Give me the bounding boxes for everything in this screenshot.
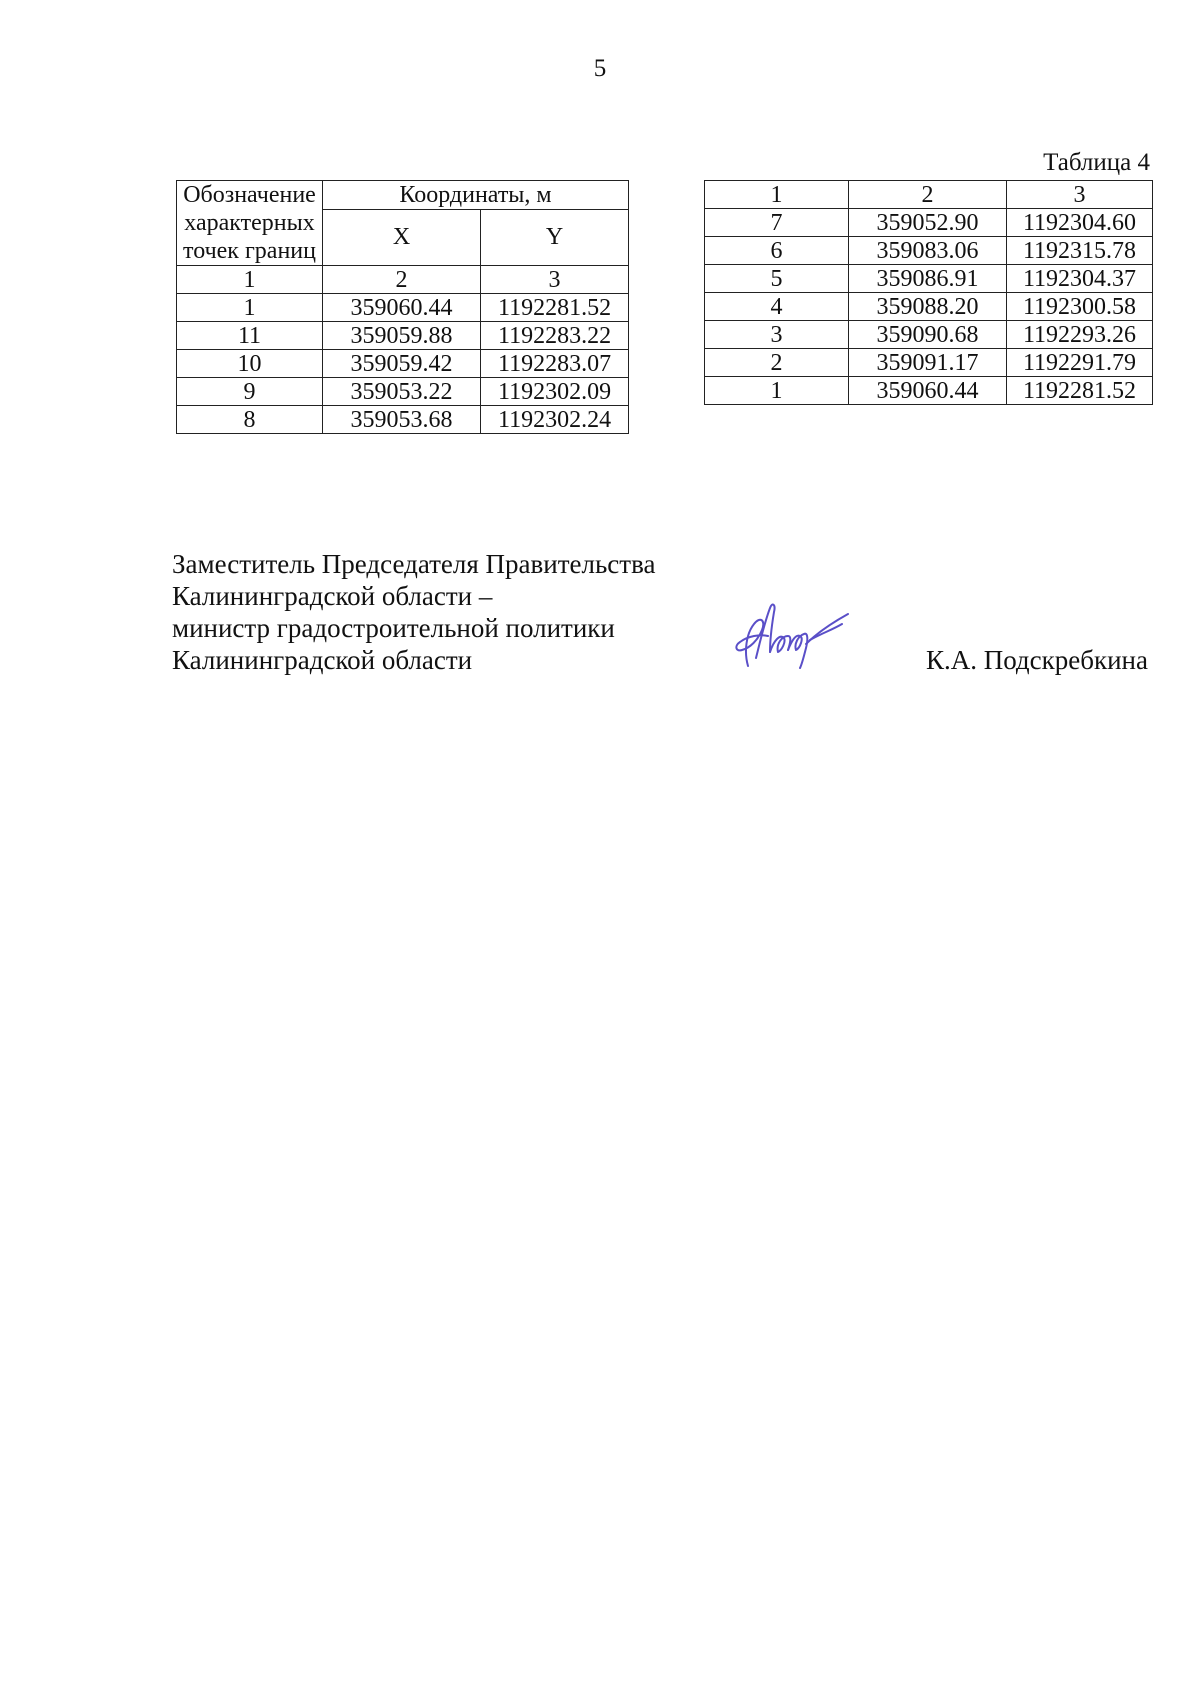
y-coordinate-cell: 1192291.79 [1007,349,1153,377]
designation-header: Обозначение характерных точек границ [177,181,323,266]
page-number: 5 [593,55,607,82]
x-header: X [323,209,481,265]
column-number-row [177,266,629,294]
y-coordinate-cell: 1192302.24 [481,406,629,434]
x-coordinate-cell: 359053.22 [323,378,481,406]
point-cell: 4 [705,293,849,321]
point-cell: 6 [705,237,849,265]
coordinates-table-left [176,180,629,434]
x-coordinate-cell: 359053.68 [323,406,481,434]
x-coordinate-cell: 359059.88 [323,322,481,350]
column-number-row [705,181,1153,209]
point-cell: 7 [705,209,849,237]
point-cell: 2 [705,349,849,377]
signatory-position [172,548,655,676]
x-coordinate-cell: 359091.17 [849,349,1007,377]
y-coordinate-cell: 1192293.26 [1007,321,1153,349]
column-number-3: 3 [1007,181,1153,209]
column-number-2: 2 [849,181,1007,209]
coordinates-table-right [704,180,1153,405]
y-coordinate-cell: 1192304.60 [1007,209,1153,237]
table-row [177,350,629,378]
table-row [705,321,1153,349]
column-number-3: 3 [481,266,629,294]
x-coordinate-cell: 359052.90 [849,209,1007,237]
y-coordinate-cell: 1192315.78 [1007,237,1153,265]
position-line: Заместитель Председателя Правительства [172,549,656,579]
table-row [177,294,629,322]
y-header: Y [481,209,629,265]
column-number-1: 1 [705,181,849,209]
position-line: министр градостроительной политики [172,613,615,643]
point-cell: 5 [705,265,849,293]
table-row [705,209,1153,237]
y-coordinate-cell: 1192300.58 [1007,293,1153,321]
signatory-name: К.А. Подскребкина [925,645,1148,675]
y-coordinate-cell: 1192281.52 [481,294,629,322]
y-coordinate-cell: 1192281.52 [1007,377,1153,405]
table-row [705,293,1153,321]
handwritten-signature [726,594,856,674]
x-coordinate-cell: 359083.06 [849,237,1007,265]
x-coordinate-cell: 359086.91 [849,265,1007,293]
point-cell: 1 [705,377,849,405]
column-number-1: 1 [177,266,323,294]
point-cell: 11 [177,322,323,350]
x-coordinate-cell: 359088.20 [849,293,1007,321]
x-coordinate-cell: 359060.44 [323,294,481,322]
point-cell: 9 [177,378,323,406]
y-coordinate-cell: 1192302.09 [481,378,629,406]
point-cell: 1 [177,294,323,322]
y-coordinate-cell: 1192283.22 [481,322,629,350]
table-row [705,237,1153,265]
column-number-2: 2 [323,266,481,294]
position-line: Калининградской области [172,645,473,675]
table-row [705,349,1153,377]
x-coordinate-cell: 359090.68 [849,321,1007,349]
table-row [177,378,629,406]
point-cell: 8 [177,406,323,434]
table-row [177,406,629,434]
table-row [705,265,1153,293]
table-row [177,322,629,350]
x-coordinate-cell: 359059.42 [323,350,481,378]
position-line: Калининградской области – [172,581,493,611]
y-coordinate-cell: 1192304.37 [1007,265,1153,293]
table-caption: Таблица 4 [1043,149,1150,176]
y-coordinate-cell: 1192283.07 [481,350,629,378]
x-coordinate-cell: 359060.44 [849,377,1007,405]
point-cell: 10 [177,350,323,378]
table-row [705,377,1153,405]
coordinates-header: Координаты, м [323,181,629,210]
header-row [177,181,629,210]
point-cell: 3 [705,321,849,349]
